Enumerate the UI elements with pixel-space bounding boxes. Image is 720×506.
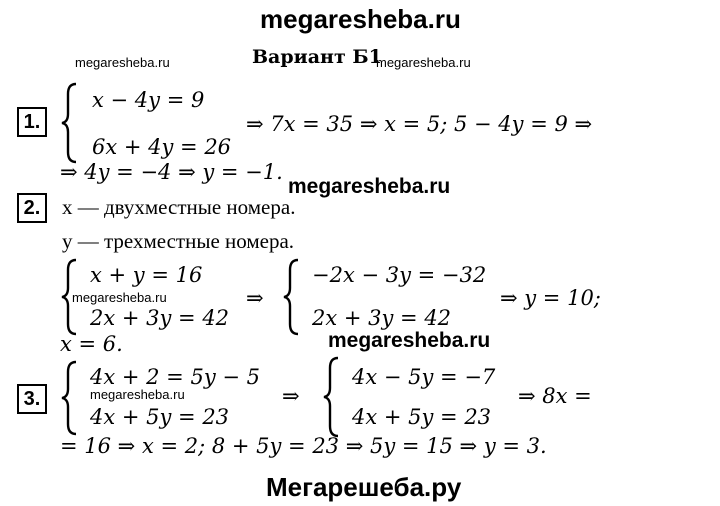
brace-icon bbox=[322, 356, 342, 438]
solution-step: = 16 ⇒ x = 2; 8 + 5y = 23 ⇒ 5y = 15 ⇒ y = 3. bbox=[60, 434, 547, 458]
solution-step: ⇒ 4y = −4 ⇒ y = −1. bbox=[60, 160, 283, 184]
watermark-small: megaresheba.ru bbox=[90, 387, 185, 402]
equation: −2x − 3y = −32 bbox=[312, 263, 487, 287]
problem-number-2: 2. bbox=[17, 193, 47, 223]
watermark-small: megaresheba.ru bbox=[75, 55, 170, 70]
watermark: megaresheba.ru bbox=[328, 329, 491, 352]
equation: 2x + 3y = 42 bbox=[90, 306, 230, 330]
watermark-top: megaresheba.ru bbox=[260, 4, 461, 34]
page-title: Вариант Б1 bbox=[252, 46, 382, 68]
brace-icon bbox=[60, 82, 80, 164]
text-line: y — трехместные номера. bbox=[62, 229, 295, 253]
equation: 4x + 5y = 23 bbox=[90, 405, 230, 429]
solution-step: x = 6. bbox=[60, 332, 123, 356]
solution-step: ⇒ y = 10; bbox=[500, 286, 601, 310]
equation: 4x + 2 = 5y − 5 bbox=[90, 365, 260, 389]
brace-icon bbox=[282, 258, 302, 336]
equation: 4x + 5y = 23 bbox=[352, 405, 492, 429]
equation: 6x + 4y = 26 bbox=[92, 135, 232, 159]
solution-step: ⇒ 8x = bbox=[518, 384, 592, 408]
equation: x + y = 16 bbox=[90, 263, 203, 287]
equation: x − 4y = 9 bbox=[92, 88, 205, 112]
arrow: ⇒ bbox=[246, 286, 264, 310]
problem-number-3: 3. bbox=[17, 384, 47, 414]
problem-number-1: 1. bbox=[17, 107, 47, 137]
watermark-footer: Мегарешеба.ру bbox=[266, 472, 462, 502]
watermark-small: megaresheba.ru bbox=[376, 55, 471, 70]
arrow: ⇒ bbox=[282, 384, 300, 408]
equation: 4x − 5y = −7 bbox=[352, 365, 496, 389]
equation: 2x + 3y = 42 bbox=[312, 306, 452, 330]
solution-step: ⇒ 7x = 35 ⇒ x = 5; 5 − 4y = 9 ⇒ bbox=[246, 112, 593, 136]
brace-icon bbox=[60, 360, 80, 436]
text-line: x — двухместные номера. bbox=[62, 195, 296, 219]
watermark: megaresheba.ru bbox=[288, 175, 451, 198]
watermark-small: megaresheba.ru bbox=[72, 290, 167, 305]
